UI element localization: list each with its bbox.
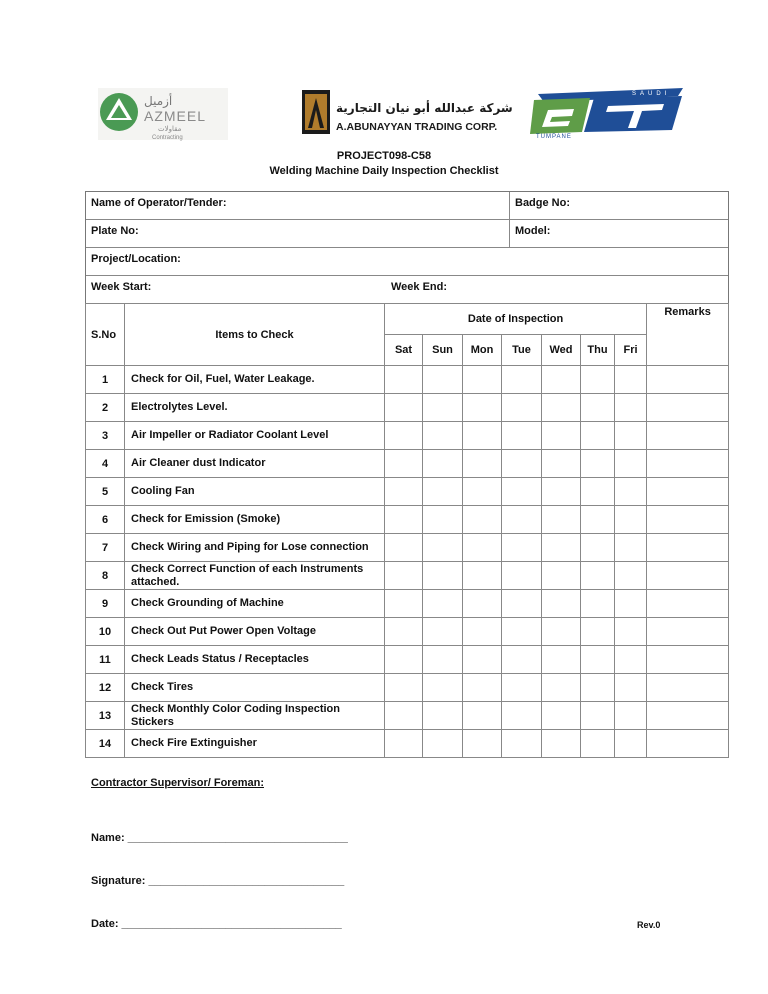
table-row [86,646,729,674]
day-cell-tue[interactable] [502,394,542,422]
row-item: Check Monthly Color Coding Inspection Stickers [125,702,385,730]
day-cell-mon[interactable] [463,562,502,590]
table-row [86,506,729,534]
day-header-mon: Mon [463,335,502,366]
day-cell-fri[interactable] [615,506,647,534]
day-cell-sat[interactable] [385,590,423,618]
day-cell-sat[interactable] [385,450,423,478]
day-cell-mon[interactable] [463,478,502,506]
day-cell-fri[interactable] [615,674,647,702]
saudi-tumpane-logo [528,86,688,138]
day-cell-sat[interactable] [385,534,423,562]
abunayyan-arabic: شركة عبدالله أبو نيان التجارية [336,101,513,115]
day-cell-wed[interactable] [542,422,581,450]
day-cell-sat[interactable] [385,730,423,758]
row-number: 7 [86,534,125,562]
day-cell-tue[interactable] [502,422,542,450]
day-header-sat: Sat [385,335,423,366]
table-row [86,674,729,702]
day-cell-thu[interactable] [581,394,615,422]
day-cell-thu[interactable] [581,730,615,758]
day-cell-fri[interactable] [615,478,647,506]
operator-label: Name of Operator/Tender: [91,197,227,209]
row-number: 10 [86,618,125,646]
day-cell-sun[interactable] [423,366,463,394]
day-cell-thu[interactable] [581,590,615,618]
day-cell-fri[interactable] [615,646,647,674]
col-sno-header: S.No [86,304,125,366]
remarks-cell[interactable] [647,450,729,478]
azmeel-logo [98,88,228,140]
day-cell-fri[interactable] [615,534,647,562]
day-cell-tue[interactable] [502,646,542,674]
row-item: Air Cleaner dust Indicator [125,450,385,478]
day-cell-thu[interactable] [581,618,615,646]
day-cell-tue[interactable] [502,366,542,394]
day-cell-wed[interactable] [542,394,581,422]
day-cell-sun[interactable] [423,618,463,646]
day-cell-sun[interactable] [423,394,463,422]
day-cell-fri[interactable] [615,590,647,618]
row-number: 9 [86,590,125,618]
table-row [86,394,729,422]
day-cell-thu[interactable] [581,562,615,590]
supervisor-label: Contractor Supervisor/ Foreman: [91,777,264,789]
day-cell-wed[interactable] [542,702,581,730]
day-cell-sun[interactable] [423,646,463,674]
azmeel-sub-en: Contracting [152,135,183,141]
day-cell-wed[interactable] [542,450,581,478]
day-cell-thu[interactable] [581,366,615,394]
day-cell-fri[interactable] [615,450,647,478]
remarks-cell[interactable] [647,674,729,702]
header-form [85,191,729,304]
day-cell-mon[interactable] [463,366,502,394]
day-header-wed: Wed [542,335,581,366]
day-cell-mon[interactable] [463,506,502,534]
day-cell-tue[interactable] [502,534,542,562]
day-cell-tue[interactable] [502,450,542,478]
day-cell-sat[interactable] [385,366,423,394]
row-item: Check Out Put Power Open Voltage [125,618,385,646]
row-number: 1 [86,366,125,394]
week-row [86,276,728,303]
remarks-cell[interactable] [647,394,729,422]
day-cell-tue[interactable] [502,506,542,534]
table-row [86,422,729,450]
day-cell-mon[interactable] [463,618,502,646]
remarks-cell[interactable] [647,534,729,562]
table-row [86,478,729,506]
badge-label: Badge No: [515,197,570,209]
day-cell-fri[interactable] [615,422,647,450]
row-item: Electrolytes Level. [125,394,385,422]
checklist-rows [86,366,729,758]
day-cell-wed[interactable] [542,618,581,646]
row-number: 14 [86,730,125,758]
plate-row [86,220,728,248]
day-cell-sat[interactable] [385,394,423,422]
table-row [86,618,729,646]
day-cell-mon[interactable] [463,534,502,562]
col-remarks-header: Remarks [647,304,729,366]
row-number: 6 [86,506,125,534]
project-location-row [86,248,728,276]
day-cell-sun[interactable] [423,534,463,562]
day-cell-mon[interactable] [463,702,502,730]
table-row [86,450,729,478]
row-number: 12 [86,674,125,702]
day-cell-tue[interactable] [502,590,542,618]
day-cell-mon[interactable] [463,394,502,422]
day-cell-thu[interactable] [581,534,615,562]
remarks-cell[interactable] [647,562,729,590]
remarks-cell[interactable] [647,590,729,618]
abunayyan-logo [302,90,513,138]
divider [509,220,510,247]
project-location-label: Project/Location: [91,253,181,265]
abunayyan-latin: A.ABUNAYYAN TRADING CORP. [336,121,498,133]
day-cell-thu[interactable] [581,674,615,702]
day-cell-sun[interactable] [423,590,463,618]
day-cell-fri[interactable] [615,730,647,758]
row-item: Check Grounding of Machine [125,590,385,618]
azmeel-arabic: أزميل [144,94,173,108]
col-date-header: Date of Inspection [385,304,647,335]
day-cell-tue[interactable] [502,702,542,730]
project-code: PROJECT098-C58 [336,150,432,162]
day-cell-thu[interactable] [581,646,615,674]
table-row [86,730,729,758]
day-cell-sat[interactable] [385,646,423,674]
row-number: 3 [86,422,125,450]
day-cell-thu[interactable] [581,702,615,730]
azmeel-mark-icon [98,88,228,140]
week-start-label: Week Start: [91,281,152,293]
day-cell-mon[interactable] [463,422,502,450]
day-cell-wed[interactable] [542,534,581,562]
day-cell-thu[interactable] [581,422,615,450]
day-cell-sun[interactable] [423,674,463,702]
day-cell-sat[interactable] [385,562,423,590]
day-cell-tue[interactable] [502,730,542,758]
day-cell-sun[interactable] [423,450,463,478]
remarks-cell[interactable] [647,366,729,394]
row-number: 4 [86,450,125,478]
remarks-cell[interactable] [647,478,729,506]
row-item: Check for Oil, Fuel, Water Leakage. [125,366,385,394]
day-cell-wed[interactable] [542,590,581,618]
day-cell-sun[interactable] [423,478,463,506]
day-cell-sat[interactable] [385,422,423,450]
day-cell-wed[interactable] [542,674,581,702]
day-cell-sun[interactable] [423,702,463,730]
row-item: Check Tires [125,674,385,702]
signature-line: Signature: ________________________________ [91,875,345,887]
day-cell-thu[interactable] [581,450,615,478]
day-cell-wed[interactable] [542,366,581,394]
row-item: Check Fire Extinguisher [125,730,385,758]
day-cell-sat[interactable] [385,478,423,506]
saudi-tumpane-mark-icon [528,86,688,138]
operator-row [86,192,728,220]
day-cell-fri[interactable] [615,618,647,646]
row-number: 2 [86,394,125,422]
day-cell-sun[interactable] [423,562,463,590]
table-row [86,366,729,394]
day-header-tue: Tue [502,335,542,366]
day-cell-mon[interactable] [463,730,502,758]
tumpane-text: TUMPANE [536,134,572,140]
table-row [86,590,729,618]
remarks-cell[interactable] [647,646,729,674]
day-header-thu: Thu [581,335,615,366]
col-items-header: Items to Check [125,304,385,366]
day-cell-tue[interactable] [502,562,542,590]
day-cell-mon[interactable] [463,450,502,478]
day-cell-sun[interactable] [423,506,463,534]
azmeel-sub-ar: مقاولات [158,125,182,133]
row-item: Check Wiring and Piping for Lose connection [125,534,385,562]
day-cell-fri[interactable] [615,562,647,590]
day-cell-sat[interactable] [385,506,423,534]
date-line: Date: ____________________________________ [91,918,342,930]
table-row [86,702,729,730]
table-header-row [86,304,729,335]
day-cell-sat[interactable] [385,702,423,730]
revision-label: Rev.0 [637,920,661,930]
table-row [86,562,729,590]
day-cell-mon[interactable] [463,674,502,702]
day-cell-sun[interactable] [423,730,463,758]
divider [509,192,510,219]
table-row [86,534,729,562]
day-cell-sat[interactable] [385,674,423,702]
day-cell-thu[interactable] [581,506,615,534]
day-cell-mon[interactable] [463,646,502,674]
row-item: Check Correct Function of each Instruments attached. [125,562,385,590]
day-cell-fri[interactable] [615,366,647,394]
saudi-text: SAUDI [632,91,671,97]
day-cell-tue[interactable] [502,478,542,506]
day-cell-wed[interactable] [542,478,581,506]
row-item: Check Leads Status / Receptacles [125,646,385,674]
day-cell-mon[interactable] [463,590,502,618]
row-item: Check for Emission (Smoke) [125,506,385,534]
week-end-label: Week End: [391,281,448,293]
azmeel-latin: AZMEEL [144,108,207,124]
day-cell-sun[interactable] [423,422,463,450]
day-cell-tue[interactable] [502,618,542,646]
remarks-cell[interactable] [647,506,729,534]
day-cell-tue[interactable] [502,674,542,702]
day-cell-fri[interactable] [615,702,647,730]
day-cell-wed[interactable] [542,730,581,758]
remarks-cell[interactable] [647,702,729,730]
row-number: 13 [86,702,125,730]
remarks-cell[interactable] [647,422,729,450]
row-number: 11 [86,646,125,674]
model-label: Model: [515,225,551,237]
day-cell-wed[interactable] [542,562,581,590]
day-header-sun: Sun [423,335,463,366]
logos-row [0,86,768,142]
title-block [0,149,768,179]
row-number: 5 [86,478,125,506]
day-cell-fri[interactable] [615,394,647,422]
day-cell-sat[interactable] [385,618,423,646]
day-header-fri: Fri [615,335,647,366]
row-item: Cooling Fan [125,478,385,506]
remarks-cell[interactable] [647,618,729,646]
checklist-table [85,303,729,758]
abunayyan-mark-icon [302,90,513,138]
day-cell-wed[interactable] [542,506,581,534]
name-line: Name: ____________________________________ [91,832,348,844]
row-number: 8 [86,562,125,590]
row-item: Air Impeller or Radiator Coolant Level [125,422,385,450]
remarks-cell[interactable] [647,730,729,758]
day-cell-wed[interactable] [542,646,581,674]
day-cell-thu[interactable] [581,478,615,506]
page-title: Welding Machine Daily Inspection Checklist [269,165,499,177]
plate-label: Plate No: [91,225,139,237]
